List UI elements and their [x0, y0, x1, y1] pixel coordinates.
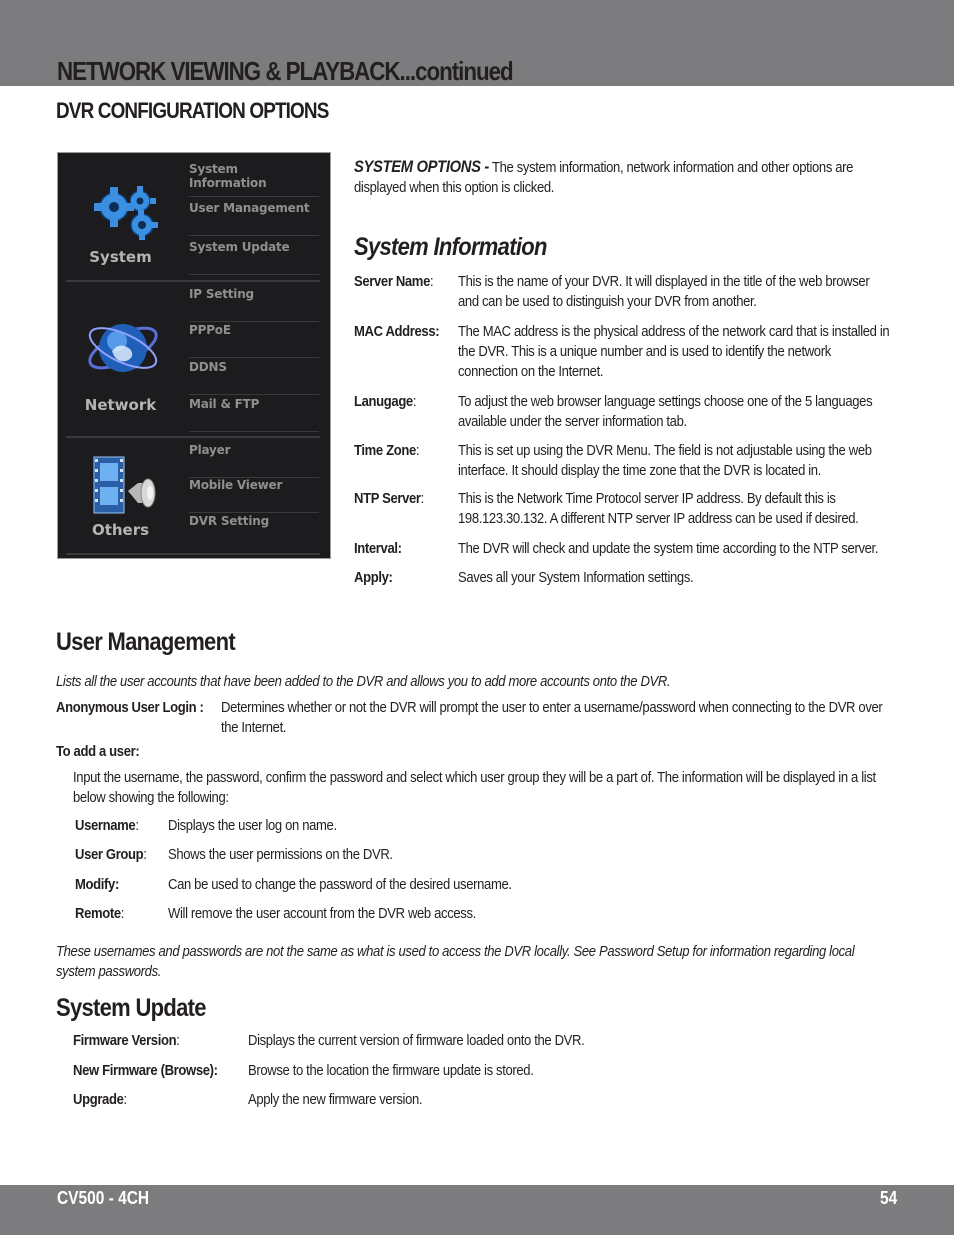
- row-separator: :: [429, 273, 434, 290]
- menu-category-system[interactable]: System: [89, 248, 152, 266]
- row-label: New Firmware (Browse):: [73, 1062, 218, 1079]
- row-description: Displays the user log on name.: [168, 817, 337, 834]
- system-update-heading: System Update: [56, 994, 206, 1022]
- menu-item-player[interactable]: Player: [189, 443, 319, 478]
- menu-item-ddns[interactable]: DDNS: [189, 360, 319, 395]
- anonymous-login-description: Determines whether or not the DVR will prompt the user to enter a username/password when connecting to the DVR over the Internet.: [221, 699, 883, 736]
- section-subtitle: DVR CONFIGURATION OPTIONS: [56, 98, 329, 123]
- globe-icon: [84, 313, 162, 383]
- row-description: This is the name of your DVR. It will displayed in the title of the web browser and can be used to distinguish your DVR from another.: [458, 273, 870, 310]
- add-user-label: To add a user:: [56, 743, 140, 760]
- user-management-note: These usernames and passwords are not the same as what is used to access the DVR locally. See Password Setup for information regarding local system passwords.: [56, 943, 855, 980]
- menu-divider: [66, 553, 320, 555]
- page-number: 54: [880, 1188, 898, 1208]
- row-description: To adjust the web browser language settings choose one of the 5 languages available under the server information tab.: [458, 393, 873, 430]
- row-separator: :: [415, 442, 420, 459]
- menu-divider: [66, 280, 320, 282]
- row-description: This is the Network Time Protocol server IP address. By default this is 198.123.30.132. A different NTP server IP address can be used if desired.: [458, 490, 859, 527]
- row-label: Time Zone: [354, 442, 416, 459]
- row-label: Upgrade: [73, 1091, 124, 1108]
- add-user-text: Input the username, the password, confirm the password and select which user group they will be a part of. The information will be displayed in a list below showing the following:: [73, 769, 876, 806]
- row-description: The MAC address is the physical address of the network card that is installed in the DVR. This is a unique number and is used to identify the network connection on the Internet.: [458, 323, 890, 380]
- menu-category-others[interactable]: Others: [91, 521, 150, 539]
- system-information-heading: System Information: [354, 233, 547, 261]
- footer-model: CV500 - 4CH: [57, 1188, 150, 1208]
- row-label: Apply:: [354, 569, 393, 586]
- menu-item-ip-setting[interactable]: IP Setting: [189, 287, 319, 322]
- row-label: Modify:: [75, 876, 119, 893]
- row-separator: :: [135, 817, 139, 834]
- row-separator: :: [120, 905, 125, 922]
- row-separator: :: [176, 1032, 180, 1049]
- row-description: The DVR will check and update the system time according to the NTP server.: [458, 540, 879, 557]
- menu-item-system-update[interactable]: System Update: [189, 240, 319, 275]
- row-description: Saves all your System Information settings.: [458, 569, 694, 586]
- row-label: Interval:: [354, 540, 402, 557]
- system-options-intro: [354, 157, 893, 198]
- row-separator: :: [420, 490, 424, 507]
- row-description: Shows the user permissions on the DVR.: [168, 846, 393, 863]
- row-label: Lanugage: [354, 393, 413, 410]
- row-label: Username: [75, 817, 136, 834]
- row-label: Server Name: [354, 273, 430, 290]
- film-speaker-icon: [92, 455, 164, 515]
- row-description: This is set up using the DVR Menu. The field is not adjustable using the web interface. It should display the time zone that the DVR is located in.: [458, 442, 872, 479]
- system-options-label: SYSTEM OPTIONS -: [354, 157, 489, 176]
- gears-icon: [92, 183, 162, 243]
- row-description: Can be used to change the password of the desired username.: [168, 876, 512, 893]
- row-label: Remote: [75, 905, 121, 922]
- row-separator: :: [143, 846, 147, 863]
- anonymous-login-label: Anonymous User Login :: [56, 699, 204, 716]
- menu-item-pppoe[interactable]: PPPoE: [189, 323, 319, 358]
- row-label: Firmware Version: [73, 1032, 177, 1049]
- row-description: Browse to the location the firmware update is stored.: [248, 1062, 534, 1079]
- user-management-intro: Lists all the user accounts that have been added to the DVR and allows you to add more accounts onto the DVR.: [56, 673, 671, 690]
- menu-divider: [66, 436, 320, 438]
- row-label: MAC Address:: [354, 323, 440, 340]
- system-options-text: The system information, network information and other options are displayed when this option is clicked.: [354, 159, 854, 196]
- menu-item-mail-ftp[interactable]: Mail & FTP: [189, 397, 319, 432]
- page-title: NETWORK VIEWING & PLAYBACK...continued: [57, 56, 513, 86]
- dvr-menu-panel: [57, 152, 331, 559]
- row-description: Displays the current version of firmware loaded onto the DVR.: [248, 1032, 585, 1049]
- user-management-heading: User Management: [56, 628, 235, 656]
- menu-item-mobile-viewer[interactable]: Mobile Viewer: [189, 478, 319, 513]
- row-description: Will remove the user account from the DVR web access.: [168, 905, 476, 922]
- row-separator: :: [123, 1091, 127, 1108]
- menu-item-system-information[interactable]: System Information: [189, 162, 319, 197]
- row-label: NTP Server: [354, 490, 421, 507]
- menu-category-network[interactable]: Network: [84, 396, 157, 414]
- menu-item-user-management[interactable]: User Management: [189, 201, 319, 236]
- row-label: User Group: [75, 846, 144, 863]
- row-separator: :: [412, 393, 417, 410]
- menu-item-dvr-setting[interactable]: DVR Setting: [189, 514, 269, 528]
- row-description: Apply the new firmware version.: [248, 1091, 423, 1108]
